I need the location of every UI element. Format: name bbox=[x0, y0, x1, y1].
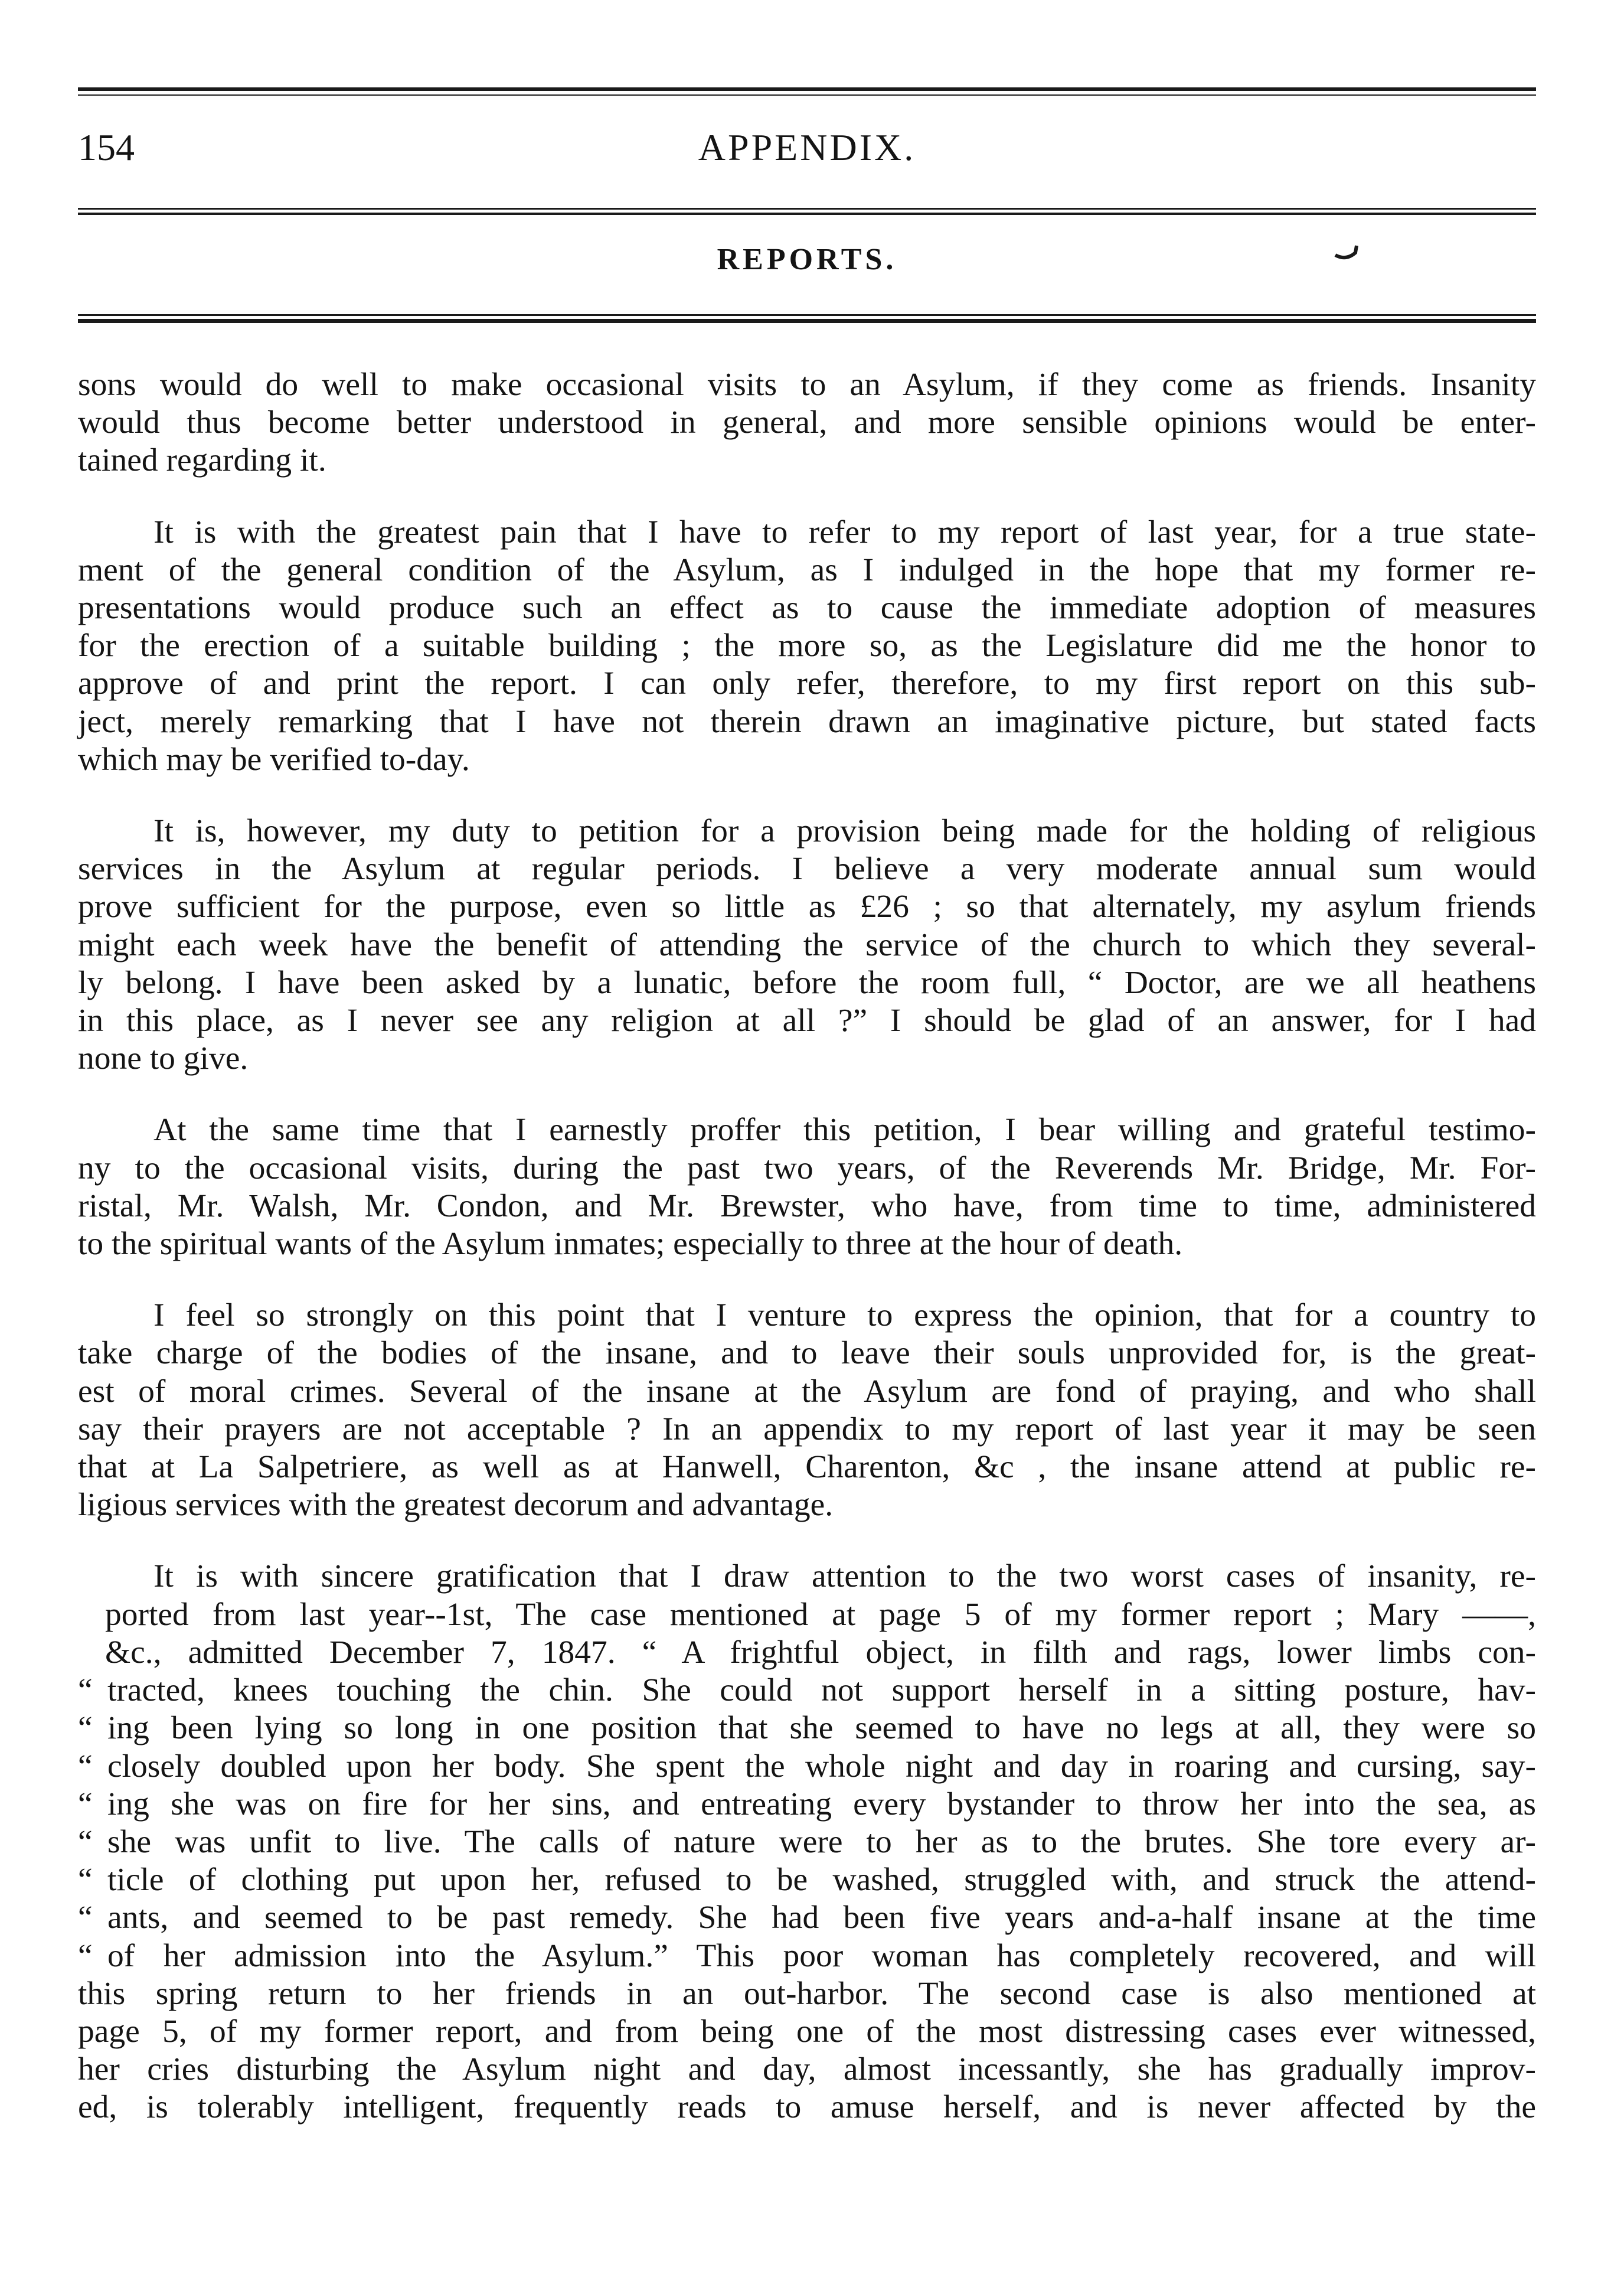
quoted-line bbox=[78, 1748, 1536, 1786]
text-line: of her admission into the Asylum.” This poor woman has completely recovered, and will bbox=[107, 1937, 1536, 1974]
section-rule bbox=[78, 319, 1536, 323]
text-line: would thus become better understood in general, and more sensible opinions would be enter- bbox=[78, 404, 1536, 441]
body-text bbox=[78, 366, 1536, 2127]
text-line: none to give. bbox=[78, 1040, 249, 1077]
text-line: It is with the greatest pain that I have to refer to my report of last year, for a true state- bbox=[153, 514, 1536, 550]
quoted-line bbox=[78, 1861, 1536, 1899]
header-rule bbox=[78, 213, 1536, 215]
quote-mark: “ bbox=[78, 1672, 93, 1709]
paragraph-2 bbox=[78, 514, 1536, 779]
text-line: tained regarding it. bbox=[78, 442, 326, 479]
text-line: say their prayers are not acceptable ? In an appendix to my report of last year it may be seen bbox=[78, 1411, 1536, 1447]
top-rule-thin bbox=[78, 94, 1536, 96]
text-line: tracted, knees touching the chin. She could not support herself in a sitting posture, hav- bbox=[107, 1672, 1536, 1709]
paragraph-4 bbox=[78, 1111, 1536, 1263]
text-line: ristal, Mr. Walsh, Mr. Condon, and Mr. Brewster, who have, from time to time, administered bbox=[78, 1187, 1536, 1224]
quote-mark: “ bbox=[78, 1710, 93, 1747]
text-line: she was unfit to live. The calls of nature were to her as to the brutes. She tore every ar- bbox=[107, 1823, 1536, 1860]
text-line: ject, merely remarking that I have not therein drawn an imaginative picture, but stated facts bbox=[78, 703, 1536, 740]
text-line: services in the Asylum at regular periods. I believe a very moderate annual sum would bbox=[78, 851, 1536, 887]
running-head bbox=[78, 118, 1536, 177]
text-line: page 5, of my former report, and from being one of the most distressing cases ever witnessed, bbox=[78, 2013, 1536, 2050]
quote-mark: “ bbox=[78, 1786, 93, 1822]
text-line: ny to the occasional visits, during the past two years, of the Reverends Mr. Bridge, Mr. For- bbox=[78, 1150, 1536, 1186]
quoted-line bbox=[78, 1786, 1536, 1823]
text-line: ported from last year--1st, The case mentioned at page 5 of my former report ; Mary ——, bbox=[105, 1596, 1536, 1633]
text-line: At the same time that I earnestly proffer this petition, I bear willing and grateful testimo- bbox=[153, 1112, 1536, 1148]
top-rule bbox=[78, 87, 1536, 91]
text-line: to the spiritual wants of the Asylum inmates; especially to three at the hour of death. bbox=[78, 1226, 1183, 1262]
text-line: this spring return to her friends in an out-harbor. The second case is also mentioned at bbox=[78, 1975, 1536, 2012]
text-line: ants, and seemed to be past remedy. She had been five years and-a-half insane at the time bbox=[107, 1900, 1536, 1936]
quoted-line bbox=[78, 1899, 1536, 1937]
text-line: approve of and print the report. I can only refer, therefore, to my first report on this sub- bbox=[78, 665, 1536, 702]
header-rule-thin bbox=[78, 208, 1536, 210]
quote-mark: “ bbox=[78, 1748, 93, 1784]
text-line: It is with sincere gratification that I draw attention to the two worst cases of insanity, re- bbox=[153, 1558, 1536, 1595]
text-line: ment of the general condition of the Asylum, as I indulged in the hope that my former re- bbox=[78, 552, 1536, 588]
text-line: might each week have the benefit of attending the service of the church to which they several- bbox=[78, 926, 1536, 963]
quoted-line bbox=[78, 1672, 1536, 1709]
quoted-line bbox=[78, 1709, 1536, 1747]
text-line: It is, however, my duty to petition for a provision being made for the holding of religious bbox=[153, 813, 1536, 850]
text-line: ed, is tolerably intelligent, frequently reads to amuse herself, and is never affected by the bbox=[78, 2089, 1536, 2126]
quoted-line bbox=[78, 1823, 1536, 1861]
text-line: in this place, as I never see any religion at all ?” I should be glad of an answer, for I had bbox=[78, 1003, 1536, 1039]
paragraph-5 bbox=[78, 1297, 1536, 1524]
quote-mark: “ bbox=[78, 1900, 93, 1936]
text-line: &c., admitted December 7, 1847. “ A frightful object, in filth and rags, lower limbs con- bbox=[105, 1634, 1536, 1670]
paragraph-6 bbox=[78, 1558, 1536, 2126]
quote-mark: “ bbox=[78, 1937, 93, 1974]
text-line: which may be verified to-day. bbox=[78, 741, 470, 778]
text-line: ligious services with the greatest decorum and advantage. bbox=[78, 1487, 834, 1523]
page-title: APPENDIX. bbox=[698, 126, 916, 168]
text-line: est of moral crimes. Several of the insane at the Asylum are fond of praying, and who shall bbox=[78, 1373, 1536, 1409]
text-line: ticle of clothing put upon her, refused to be washed, struggled with, and struck the attend- bbox=[107, 1862, 1536, 1898]
text-line: sons would do well to make occasional visits to an Asylum, if they come as friends. Insanity bbox=[78, 367, 1536, 403]
quote-mark: “ bbox=[78, 1823, 93, 1860]
text-line: presentations would produce such an effect as to cause the immediate adoption of measures bbox=[78, 590, 1536, 627]
text-line: ing been lying so long in one position that she seemed to have no legs at all, they were so bbox=[107, 1710, 1536, 1747]
text-line: her cries disturbing the Asylum night and day, almost incessantly, she has gradually improv- bbox=[78, 2051, 1536, 2088]
page-number: 154 bbox=[78, 126, 135, 168]
text-line: for the erection of a suitable building ; the more so, as the Legislature did me the honor to bbox=[78, 628, 1536, 664]
section-rule-thin bbox=[78, 314, 1536, 316]
text-line: prove sufficient for the purpose, even so little as £26 ; so that alternately, my asylum friends bbox=[78, 889, 1536, 925]
paragraph-3 bbox=[78, 813, 1536, 1078]
text-line: closely doubled upon her body. She spent the whole night and day in roaring and cursing, say- bbox=[107, 1748, 1536, 1784]
paragraph-1 bbox=[78, 366, 1536, 480]
text-line: that at La Salpetriere, as well as at Hanwell, Charenton, &c , the insane attend at public re- bbox=[78, 1449, 1536, 1486]
printer-mark-icon bbox=[1333, 243, 1360, 261]
text-line: ing she was on fire for her sins, and entreating every bystander to throw her into the sea, as bbox=[107, 1786, 1536, 1822]
text-line: ly belong. I have been asked by a lunatic, before the room full, “ Doctor, are we all heathens bbox=[78, 964, 1536, 1001]
text-line: take charge of the bodies of the insane, and to leave their souls unprovided for, is the great- bbox=[78, 1335, 1536, 1372]
text-line: I feel so strongly on this point that I venture to express the opinion, that for a country to bbox=[153, 1297, 1536, 1334]
section-heading: REPORTS. bbox=[717, 243, 897, 276]
quoted-line bbox=[78, 1937, 1536, 1975]
quote-mark: “ bbox=[78, 1862, 93, 1898]
